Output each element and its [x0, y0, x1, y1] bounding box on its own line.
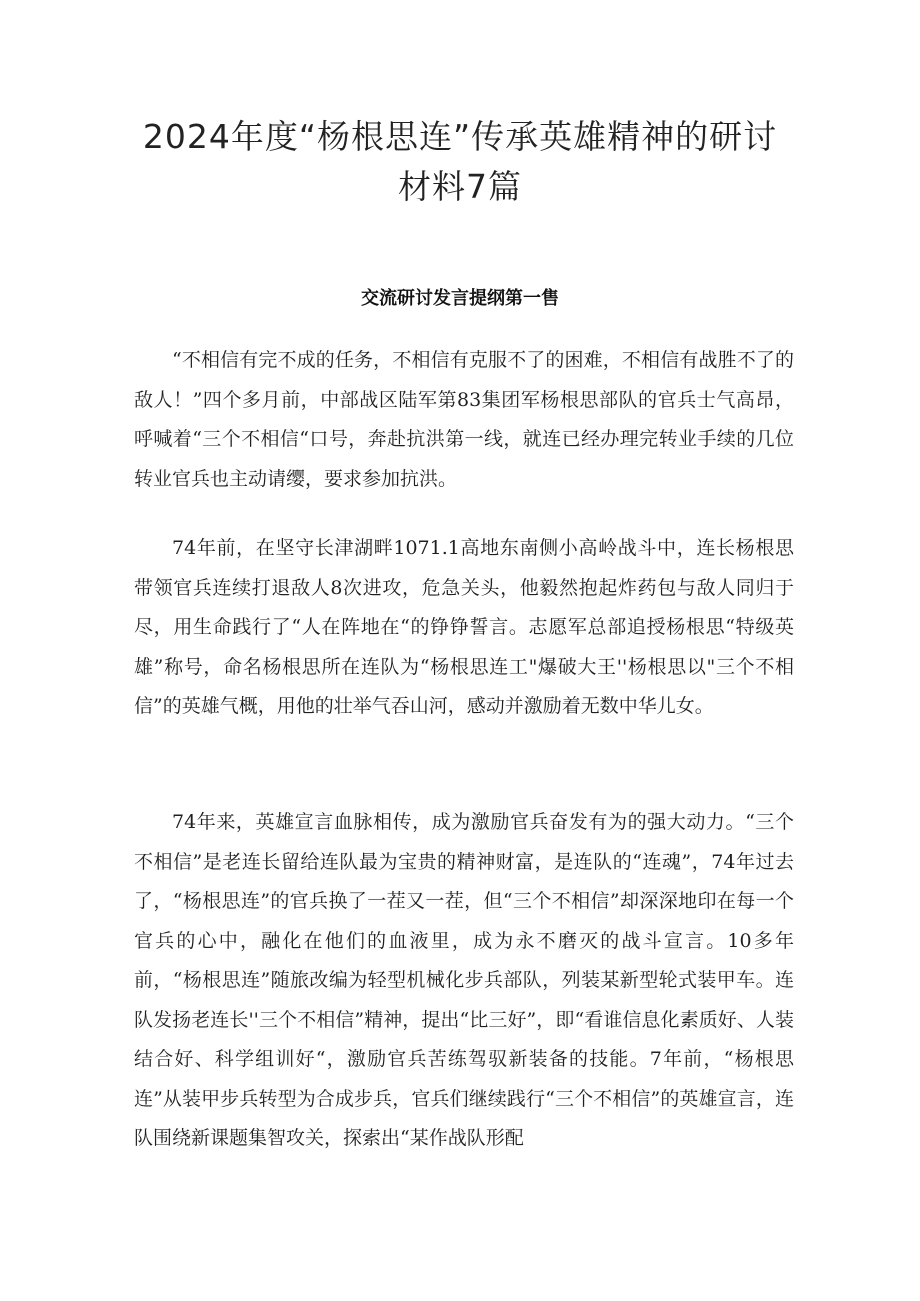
paragraph-2: 74年前，在坚守长津湖畔1071.1高地东南侧小高岭战斗中，连长杨根思带领官兵连续打退敌人8次进攻，危急关头，他毅然抱起炸药包与敌人同归于尽，用生命践行了“人在阵地在“的铮铮誓言。志愿军总部追授杨根思“特级英雄”称号，命名杨根思所在连队为“杨根思连工"爆破大王''杨根思以"三个不相信”的英雄气概，用他的壮举气吞山河，感动并激励着无数中华儿女。 — [134, 537, 794, 717]
paragraph-1: “不相信有完不成的任务，不相信有克服不了的困难，不相信有战胜不了的敌人！”四个多月前，中部战区陆军第83集团军杨根思部队的官兵士气高昂，呼喊着“三个不相信“口号，奔赴抗洪第一线，就连已经办理完转业手续的几位转业官兵也主动请缨，要求参加抗洪。 — [134, 349, 794, 490]
section-heading: 交流研讨发言提纲第一售 — [361, 288, 559, 309]
paragraph-3: 74年来，英雄宣言血脉相传，成为激励官兵奋发有为的强大动力。“三个不相信”是老连长留给连队最为宝贵的精神财富，是连队的“连魂”，74年过去了，“杨根思连”的官兵换了一茬又一茬，但“三个不相信”却深深地印在每一个官兵的心中，融化在他们的血液里，成为永不磨灭的战斗宣言。10多年前，“杨根思连”随旅改编为轻型机械化步兵部队，列装某新型轮式装甲车。连队发扬老连长''三个不相信”精神，提出“比三好”，即“看谁信息化素质好、人装结合好、科学组训好“，激励官兵苦练驾驭新装备的技能。7年前，“杨根思连”从装甲步兵转型为合成步兵，官兵们继续践行“三个不相信”的英雄宣言，连队围绕新课题集智攻关，探索出“某作战队形配 — [134, 811, 794, 1149]
document-title: 2024年度“杨根思连”传承英雄精神的研讨材料7篇 — [142, 117, 778, 206]
